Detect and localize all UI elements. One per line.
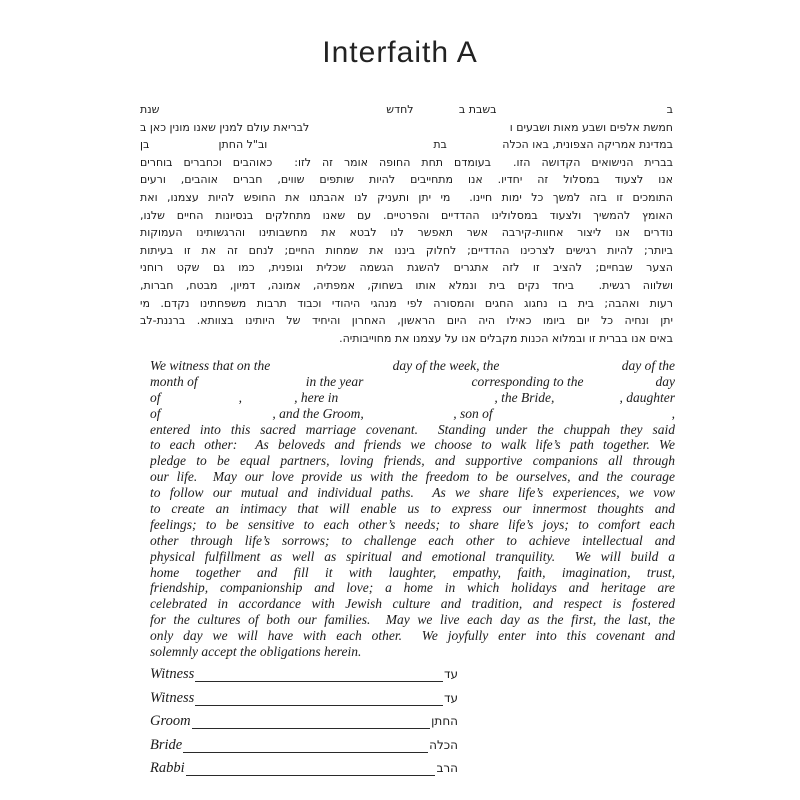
fill-in-blank <box>364 406 454 422</box>
fill-in-blank <box>583 374 655 390</box>
fill-in-blank <box>267 136 433 154</box>
text-segment: , the Bride, <box>494 389 555 405</box>
signature-line <box>192 715 431 729</box>
text-line: הצער שבחיים; להציב זו לזה אתגרים להשגת הגשמה שכלית וגופנית, כמו גם שקט רוחני <box>140 261 673 275</box>
fill-in-blank <box>270 358 392 374</box>
text-segment: in the year <box>305 373 364 389</box>
text-line: ושלווה רגשית. ביחד נקים בית ונמלא אותו בשחוק, אמפתיה, אמונה, דמיון, מבטח, חברות, <box>140 278 673 292</box>
signature-label-hebrew: החתן <box>431 714 458 728</box>
text-line: for the cultures of both our families. May we live each day as the first, the last, the <box>150 612 675 628</box>
text-line: אנו לצעוד במסלול זה יחדיו. אנו מתחייבים להיות שותפים שווים, חברים אוהבים, ורעים <box>140 173 673 187</box>
signature-line <box>183 739 428 753</box>
text-line <box>150 358 675 374</box>
signature-label-hebrew: הרב <box>436 761 458 775</box>
signature-label: Groom <box>150 713 191 729</box>
text-segment: לבריאת עולם למנין שאנו מונין כאן ב <box>140 120 310 134</box>
text-line <box>140 136 673 154</box>
signature-row <box>150 690 458 706</box>
text-segment: , <box>238 389 242 405</box>
fill-in-blank <box>198 374 306 390</box>
text-line: entered into this sacred marriage covenant. Standing under the chuppah they said <box>150 421 675 437</box>
fill-in-blank <box>149 136 218 154</box>
text-line <box>150 390 675 406</box>
text-line: only day we will have with each other. We joyfully enter into this covenant and <box>150 628 675 644</box>
text-line: נודרים אנו ליצור אחוות-קירבה אשר תאפשר לנו לבטא את מחשבותינו והרגשותינו העמוקות <box>140 226 673 240</box>
text-line: home together and fill it with laughter, empathy, faith, imagination, trust, <box>150 564 675 580</box>
text-line <box>150 406 675 422</box>
text-line <box>140 101 673 119</box>
fill-in-blank <box>499 358 621 374</box>
english-text-block <box>150 358 675 660</box>
signature-label-hebrew: עד <box>443 667 458 681</box>
signature-row <box>150 713 458 729</box>
text-segment: במדינת אמריקה הצפונית, באו הכלה <box>502 138 673 152</box>
signature-line <box>186 762 436 776</box>
text-segment: , son of <box>453 405 493 421</box>
signature-label: Witness <box>150 689 195 706</box>
text-line: feelings; to be sensitive to each other’s needs; to share life’s joys; to comfort each <box>150 516 675 532</box>
text-line: other through life’s sorrows; to challenge each other to achieve intellectual and <box>150 532 675 548</box>
text-line: to each other: As beloveds and friends we choose to walk life’s path together. We <box>150 437 675 453</box>
fill-in-blank <box>242 390 294 406</box>
text-line: רעות ואהבה; בית בו נחגוג החגים והמסורה לפי מנהגי היהודי וכבוד תרבות משפחתינו נקדם. מי <box>140 296 673 310</box>
text-segment: לחדש <box>386 103 414 116</box>
text-line: האומץ להמשיך ולצעוד במסלולינו ההדדיים והפרטיים. עם שאנו מתחלקים בנסיונות החיים שלנו, <box>140 208 673 222</box>
text-line: בברית הנישואים הקדושה הזו. בעומדם תחת החופה אומר זה לזו: כאוהבים וכחברים בוחרים <box>140 155 673 169</box>
text-segment: , and the Groom, <box>272 405 364 421</box>
text-segment: , here in <box>294 389 339 405</box>
signature-label: Rabbi <box>150 760 185 776</box>
page-title: Interfaith A <box>322 36 478 69</box>
text-segment: ב <box>666 103 673 116</box>
text-segment: וב"ל החתן <box>218 138 268 152</box>
text-line: our life. May our love provide us with the freedom to be ourselves, and the courage <box>150 469 675 485</box>
text-line: friendship, companionship and love; a home in which holidays and heritage are <box>150 580 675 596</box>
fill-in-blank <box>309 119 509 137</box>
signature-line <box>195 692 443 706</box>
text-line: pledge to be equal partners, loving friends, and supportive companions all through <box>150 453 675 469</box>
text-line: באים אנו בברית זו ובמלוא הכנות מקבלים אנו על עצמנו את מחוייבותיה. <box>339 331 673 345</box>
text-segment: בן <box>140 138 150 152</box>
text-segment: day of the week, the <box>392 358 500 373</box>
text-segment: month of <box>150 373 198 389</box>
text-line: solemnly accept the obligations herein. <box>150 644 362 660</box>
text-segment: חמשת אלפים ושבע מאות ושבעים ו <box>509 120 673 134</box>
fill-in-blank <box>161 390 239 406</box>
text-segment: בשבת ב <box>458 103 497 116</box>
signature-label: Witness <box>150 666 195 682</box>
fill-in-blank <box>447 136 502 154</box>
text-segment: day <box>655 373 675 389</box>
text-line: to follow our mutual and individual paths. As we share life’s experiences, we vow <box>150 485 675 501</box>
text-segment: of <box>150 389 161 405</box>
fill-in-blank <box>493 406 672 422</box>
signature-row <box>150 760 458 776</box>
signature-label-hebrew: הכלה <box>429 737 458 752</box>
fill-in-blank <box>363 374 471 390</box>
text-line <box>150 374 675 390</box>
signature-line <box>195 668 443 682</box>
text-line: celebrated in accordance with Jewish culture and tradition, and respect is fostered <box>150 596 675 612</box>
fill-in-blank <box>497 101 667 119</box>
signature-row <box>150 737 458 753</box>
text-segment: , <box>671 405 675 421</box>
signature-label: Bride <box>150 736 183 753</box>
text-segment: day of the <box>621 358 675 373</box>
text-line: התומכים זו בזה למשך כל ימות חיינו. מי יתן ותעניק לנו אהבתנו את החופש להיות עצמנו, ואת <box>140 190 673 204</box>
signature-block <box>150 666 458 784</box>
fill-in-blank <box>338 390 494 406</box>
fill-in-blank <box>554 390 619 406</box>
text-segment: of <box>150 405 161 421</box>
text-line: to create an intimacy that will enable us to express our innermost thoughts and <box>150 501 675 517</box>
text-segment: We witness that on the <box>150 358 271 373</box>
text-segment: corresponding to the <box>471 373 584 389</box>
text-line: יתן ונחיה כל יום ביומו כאילו היה היום הראשון, האחרון והיחיד של היותינו בצוותא. ברננת-לב <box>140 314 673 328</box>
fill-in-blank <box>159 101 386 119</box>
text-line: ביותר; להיות רגישים לצרכינו ההדדיים; לחלוק ביננו את שמחות החיים; לנחם זה את זו בעיתות <box>140 243 673 257</box>
fill-in-blank <box>161 406 273 422</box>
text-segment: בת <box>433 138 447 152</box>
signature-label-hebrew: עד <box>443 690 458 705</box>
text-line <box>140 119 673 137</box>
hebrew-text-block <box>140 101 673 347</box>
text-segment: שנת <box>140 103 160 116</box>
text-segment: , daughter <box>619 389 675 405</box>
fill-in-blank <box>414 101 459 119</box>
signature-row <box>150 666 458 682</box>
text-line: physical fulfillment as well as spiritual and emotional tranquility. We will build a <box>150 548 675 564</box>
